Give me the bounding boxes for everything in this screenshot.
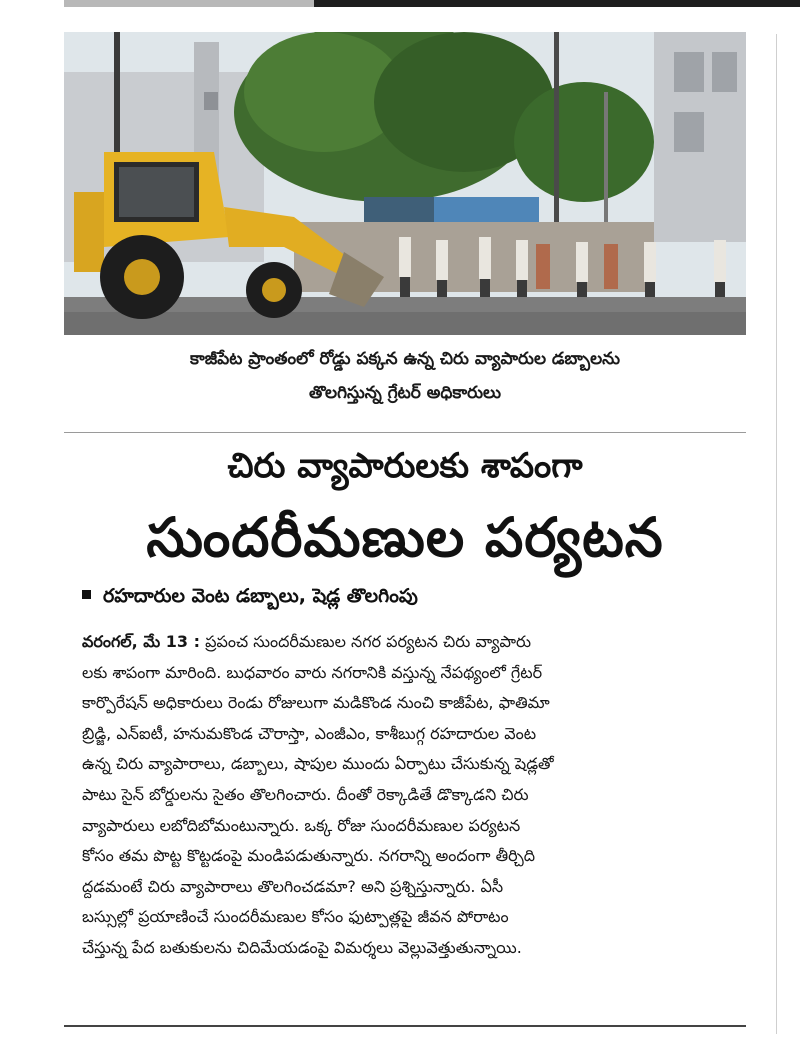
subheading-text: రహదారుల వెంట డబ్బాలు, షెడ్ల తొలగింపు: [103, 585, 418, 607]
subheading-bullet: [82, 581, 746, 611]
article-line-11: చేస్తున్న పేద బతుకులను చిదిమేయడంపై విమర్శలు వెల్లువెత్తుతున్నాయి.: [82, 937, 522, 957]
caption-divider: [64, 432, 746, 433]
photo-caption: [64, 342, 746, 410]
article-line-5: ఉన్న చిరు వ్యాపారాలు, డబ్బాలు, షాపుల ముందు ఏర్పాటు చేసుకున్న షెడ్లతో: [82, 754, 554, 774]
jcb-demolition-scene-photo: [64, 32, 746, 335]
article-line-6: పాటు సైన్ బోర్డులను సైతం తొలగించారు. దీంతో రెక్కాడితే డొక్కాడని చిరు: [82, 784, 529, 804]
bullet-square-icon: [82, 590, 91, 599]
article-body: [82, 627, 746, 964]
caption-line-1: కాజీపేట ప్రాంతంలో రోడ్డు పక్కన ఉన్న చిరు వ్యాపారుల డబ్బాలను: [190, 349, 620, 369]
article-line-8: కోసం తమ పొట్ట కొట్టడంపై మండిపడుతున్నారు. నగరాన్ని అందంగా తీర్చిది: [82, 846, 536, 866]
column-divider: [776, 34, 777, 1034]
article-line-3: కార్పొరేషన్ అధికారులు రెండు రోజులుగా మడికొండ నుంచి కాజీపేట, ఫాతిమా: [82, 693, 550, 713]
article-line-10: బస్సుల్లో ప్రయాణించే సుందరీమణుల కోసం ఫుట్పాత్లపై జీవన పోరాటం: [82, 907, 509, 927]
top-rule-accent: [64, 0, 314, 7]
news-photo: [64, 32, 746, 335]
main-headline: సుందరీమణుల పర్యటన: [146, 506, 664, 569]
article-line-9: ద్దడమంటే చిరు వ్యాపారాలు తొలగించడమా? అని ప్రశ్నిస్తున్నారు. ఏసీ: [82, 876, 504, 896]
dateline: వరంగల్, మే 13 :: [82, 632, 201, 651]
kicker-headline: చిరు వ్యాపారులకు శాపంగా: [227, 446, 583, 486]
article-line-2: లకు శాపంగా మారింది. బుధవారం వారు నగరానికి వస్తున్న నేపథ్యంలో గ్రేటర్: [82, 662, 543, 682]
article-line-4: బ్రిడ్జి, ఎన్ఐటీ, హనుమకొండ చౌరాస్తా, ఎంజీఎం, కాశీబుగ్గ రహదారుల వెంట: [82, 723, 537, 743]
article-line-7: వ్యాపారులు లబోదిబోమంటున్నారు. ఒక్క రోజు సుందరీమణుల పర్యటన: [82, 815, 521, 835]
bottom-rule: [64, 1025, 746, 1027]
article-line-1: వరంగల్, మే 13 : ప్రపంచ సుందరీమణుల నగర పర్యటన చిరు వ్యాపారు: [82, 632, 531, 651]
caption-line-2: తొలగిస్తున్న గ్రేటర్ అధికారులు: [309, 383, 501, 403]
